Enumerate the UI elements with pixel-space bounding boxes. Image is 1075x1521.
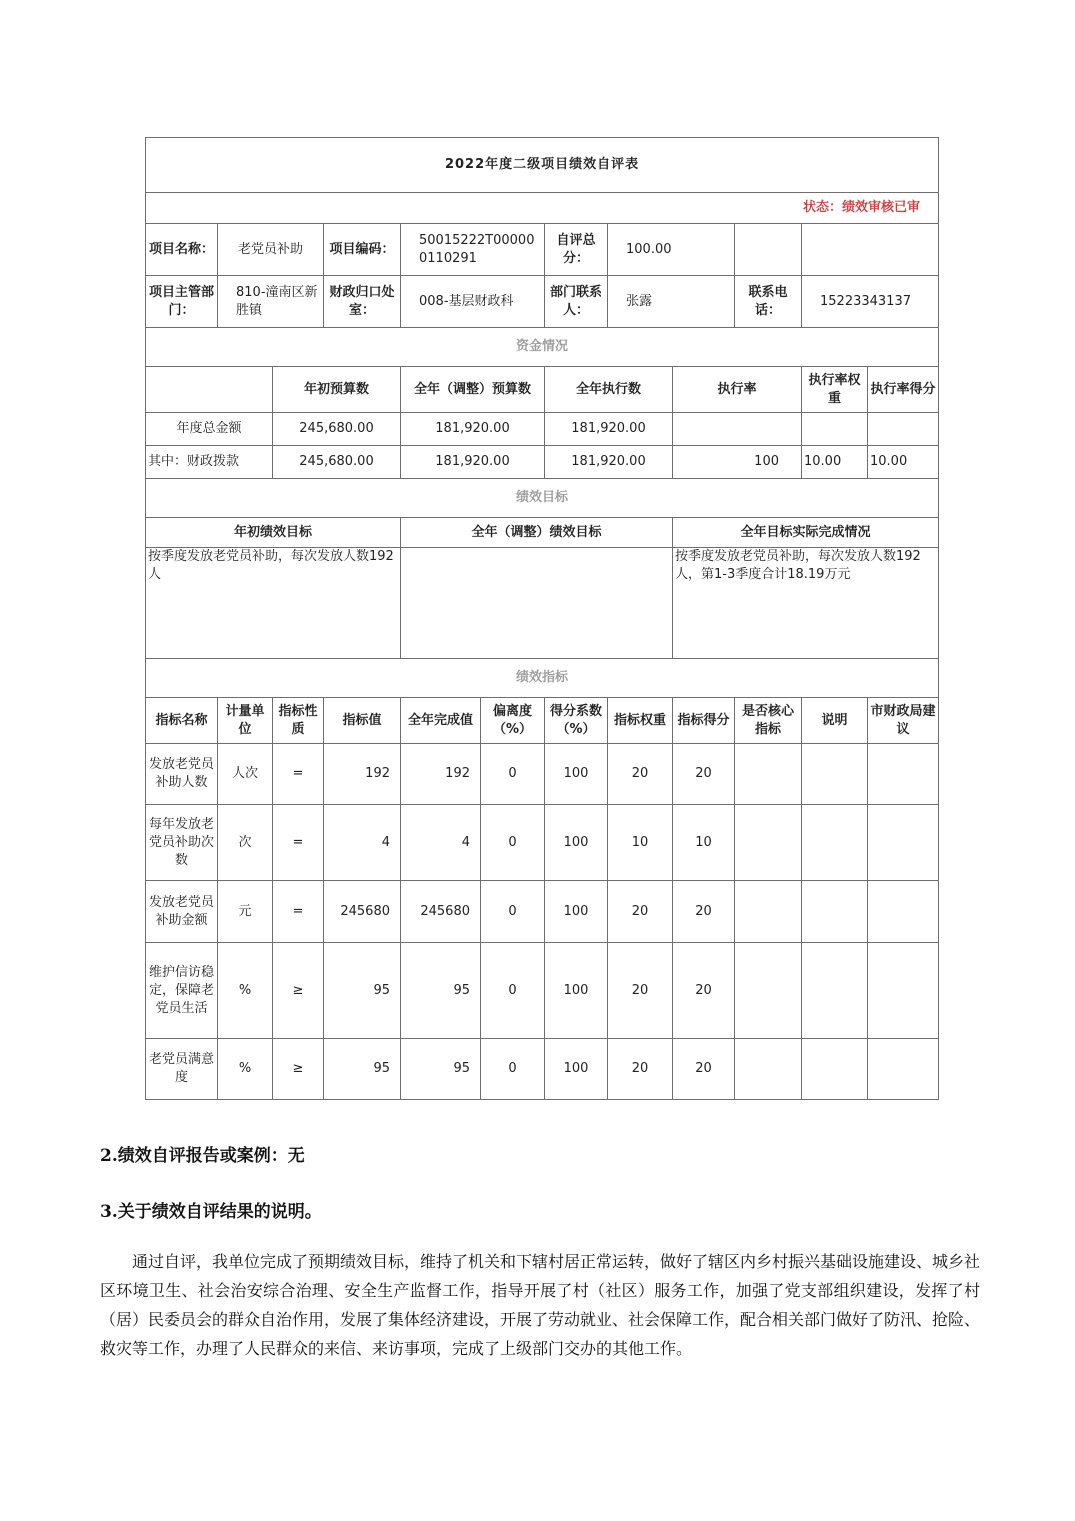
funds-executed: 181,920.00	[545, 446, 673, 479]
score-label: 自评总分：	[545, 224, 608, 276]
indicator-coef: 100	[545, 943, 608, 1039]
indicator-header: 偏离度（%）	[481, 698, 545, 744]
empty-cell	[735, 744, 802, 805]
indicator-header: 得分系数（%）	[545, 698, 608, 744]
indicator-score: 20	[673, 1039, 735, 1100]
empty-cell	[146, 367, 273, 413]
indicator-header: 指标值	[324, 698, 401, 744]
funds-adjusted: 181,920.00	[401, 413, 545, 446]
table-row	[146, 744, 939, 805]
funds-adjusted: 181,920.00	[401, 446, 545, 479]
indicator-target: 4	[324, 805, 401, 881]
goals-section-title: 绩效目标	[146, 479, 939, 518]
office: 008-基层财政科	[401, 276, 545, 328]
empty-cell	[735, 881, 802, 943]
dept: 810-潼南区新胜镇	[218, 276, 324, 328]
project-code: 50015222T000000110291	[401, 224, 545, 276]
indicator-header: 指标性质	[273, 698, 324, 744]
funds-header: 年初预算数	[273, 367, 401, 413]
contact-label: 部门联系人：	[545, 276, 608, 328]
indicator-unit: 次	[218, 805, 273, 881]
empty-cell	[802, 881, 868, 943]
indicator-dev: 0	[481, 744, 545, 805]
indicator-weight: 20	[608, 1039, 673, 1100]
funds-row-label: 年度总金额	[146, 413, 273, 446]
indicator-dev: 0	[481, 805, 545, 881]
indicator-name: 发放老党员补助人数	[146, 744, 218, 805]
indicator-target: 245680	[324, 881, 401, 943]
report-heading-3: 3.关于绩效自评结果的说明。	[100, 1202, 322, 1222]
indicator-target: 95	[324, 1039, 401, 1100]
indicator-done: 95	[401, 943, 481, 1039]
indicator-name: 维护信访稳定，保障老党员生活	[146, 943, 218, 1039]
funds-budget: 245,680.00	[273, 446, 401, 479]
table-row	[146, 805, 939, 881]
total-score: 100.00	[608, 224, 735, 276]
indicator-coef: 100	[545, 744, 608, 805]
indicator-coef: 100	[545, 1039, 608, 1100]
project-code-label: 项目编码：	[324, 224, 401, 276]
funds-header: 执行率	[673, 367, 802, 413]
goals-header: 全年（调整）绩效目标	[401, 518, 673, 548]
empty-cell	[868, 805, 939, 881]
empty-cell	[802, 1039, 868, 1100]
indicator-dev: 0	[481, 881, 545, 943]
empty-cell	[802, 805, 868, 881]
indicator-score: 20	[673, 744, 735, 805]
indicator-nature: =	[273, 881, 324, 943]
table-row	[146, 881, 939, 943]
indicator-done: 245680	[401, 881, 481, 943]
indicator-header: 指标权重	[608, 698, 673, 744]
indicator-score: 20	[673, 881, 735, 943]
funds-rate: 100	[673, 446, 802, 479]
funds-score: 10.00	[868, 446, 939, 479]
empty-cell	[735, 943, 802, 1039]
funds-budget: 245,680.00	[273, 413, 401, 446]
phone-label: 联系电话：	[735, 276, 802, 328]
funds-row-label: 其中：财政拨款	[146, 446, 273, 479]
empty-cell	[868, 744, 939, 805]
table-row	[146, 943, 939, 1039]
table-row	[146, 1039, 939, 1100]
funds-header: 执行率权重	[802, 367, 868, 413]
empty-cell	[868, 1039, 939, 1100]
empty-cell	[802, 224, 939, 276]
indicator-name: 每年发放老党员补助次数	[146, 805, 218, 881]
table-title: 2022年度二级项目绩效自评表	[146, 138, 939, 193]
empty-cell	[735, 224, 802, 276]
indicator-done: 95	[401, 1039, 481, 1100]
indicator-header: 指标名称	[146, 698, 218, 744]
funds-header: 全年执行数	[545, 367, 673, 413]
indicator-dev: 0	[481, 1039, 545, 1100]
indicator-weight: 20	[608, 943, 673, 1039]
indicator-done: 4	[401, 805, 481, 881]
funds-score	[868, 413, 939, 446]
indicator-nature: ≥	[273, 1039, 324, 1100]
initial-goal: 按季度发放老党员补助，每次发放人数192人	[146, 548, 401, 659]
project-name-label: 项目名称：	[146, 224, 218, 276]
indicator-nature: =	[273, 805, 324, 881]
empty-cell	[868, 881, 939, 943]
indicator-header: 指标得分	[673, 698, 735, 744]
actual-completion: 按季度发放老党员补助，每次发放人数192人，第1-3季度合计18.19万元	[673, 548, 939, 659]
indicator-unit: 元	[218, 881, 273, 943]
indicator-done: 192	[401, 744, 481, 805]
empty-cell	[735, 805, 802, 881]
goals-header: 年初绩效目标	[146, 518, 401, 548]
indicator-nature: =	[273, 744, 324, 805]
indicator-score: 20	[673, 943, 735, 1039]
indicator-header: 全年完成值	[401, 698, 481, 744]
funds-weight	[802, 413, 868, 446]
performance-table	[145, 137, 939, 1100]
phone: 15223343137	[802, 276, 939, 328]
indicator-unit: %	[218, 1039, 273, 1100]
indicator-header: 是否核心指标	[735, 698, 802, 744]
contact: 张露	[608, 276, 735, 328]
empty-cell	[868, 943, 939, 1039]
indicator-dev: 0	[481, 943, 545, 1039]
funds-header: 全年（调整）预算数	[401, 367, 545, 413]
indicator-score: 10	[673, 805, 735, 881]
indicator-header: 市财政局建议	[868, 698, 939, 744]
indicator-nature: ≥	[273, 943, 324, 1039]
indicator-rows	[146, 744, 939, 1100]
indicator-header: 说明	[802, 698, 868, 744]
indicator-header: 计量单位	[218, 698, 273, 744]
funds-executed: 181,920.00	[545, 413, 673, 446]
funds-section-title: 资金情况	[146, 328, 939, 367]
goals-header: 全年目标实际完成情况	[673, 518, 939, 548]
indicator-target: 95	[324, 943, 401, 1039]
funds-header: 执行率得分	[868, 367, 939, 413]
empty-cell	[802, 744, 868, 805]
funds-weight: 10.00	[802, 446, 868, 479]
empty-cell	[802, 943, 868, 1039]
dept-label: 项目主管部门：	[146, 276, 218, 328]
indicator-name: 发放老党员补助金额	[146, 881, 218, 943]
indicator-target: 192	[324, 744, 401, 805]
indicator-unit: 人次	[218, 744, 273, 805]
indicator-weight: 20	[608, 744, 673, 805]
report-heading-2: 2.绩效自评报告或案例：无	[100, 1146, 305, 1166]
indicator-coef: 100	[545, 881, 608, 943]
indicator-unit: %	[218, 943, 273, 1039]
indicator-weight: 20	[608, 881, 673, 943]
office-label: 财政归口处室：	[324, 276, 401, 328]
empty-cell	[735, 1039, 802, 1100]
indicator-weight: 10	[608, 805, 673, 881]
indicator-name: 老党员满意度	[146, 1039, 218, 1100]
report-paragraph: 通过自评，我单位完成了预期绩效目标，维持了机关和下辖村居正常运转，做好了辖区内乡村振兴基础设施建设、城乡社区环境卫生、社会治安综合治理、安全生产监督工作，指导开展了村（社区）服务工作，加强了党支部组织建设，发挥了村（居）民委员会的群众自治作用，发展了集体经济建设，开展了劳动就业、社会保障工作，配合相关部门做好了防汛、抢险、救灾等工作，办理了人民群众的来信、来访事项，完成了上级部门交办的其他工作。	[100, 1252, 981, 1358]
project-name: 老党员补助	[218, 224, 324, 276]
status-badge: 状态：绩效审核已审	[146, 193, 939, 224]
funds-rate	[673, 413, 802, 446]
indicators-section-title: 绩效指标	[146, 659, 939, 698]
indicator-coef: 100	[545, 805, 608, 881]
adjusted-goal	[401, 548, 673, 659]
